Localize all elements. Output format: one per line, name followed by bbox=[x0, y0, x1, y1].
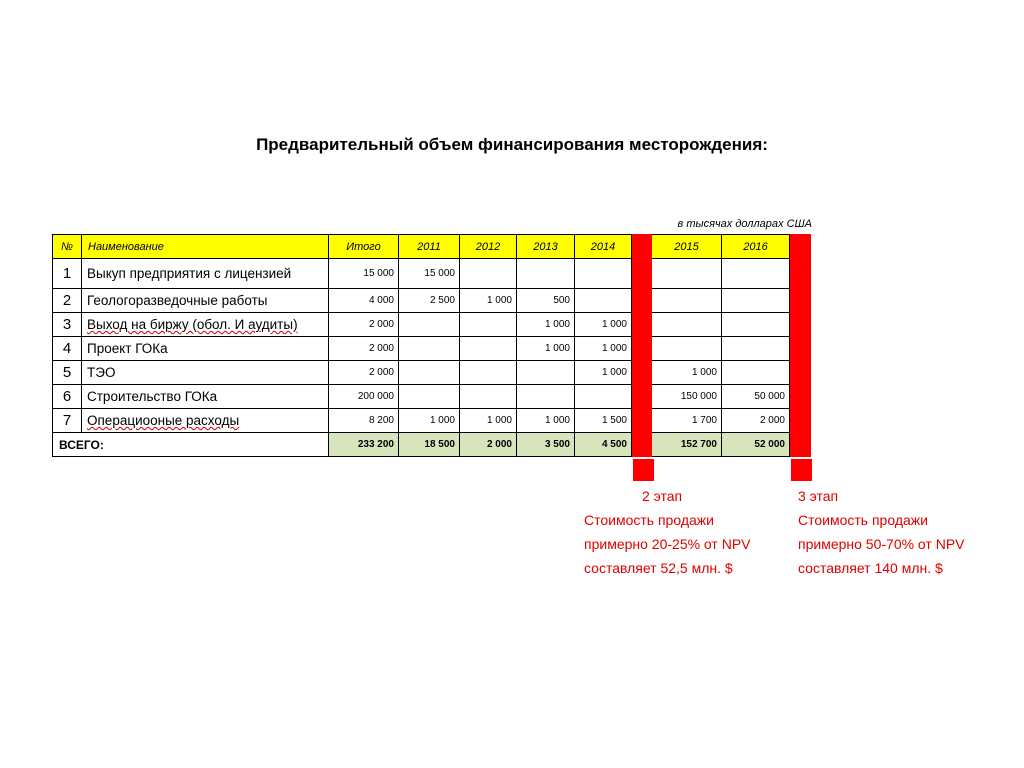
total-2014: 4 500 bbox=[575, 433, 632, 457]
cell-2015: 1 000 bbox=[652, 361, 722, 385]
cell-2016: 2 000 bbox=[722, 409, 790, 433]
stage-2-note bbox=[584, 484, 751, 580]
table-row bbox=[53, 337, 811, 361]
table-row bbox=[53, 361, 811, 385]
cell-2012 bbox=[460, 313, 517, 337]
table-row bbox=[53, 385, 811, 409]
cell-2011 bbox=[399, 385, 460, 409]
row-num: 1 bbox=[53, 259, 82, 289]
header-2015: 2015 bbox=[652, 235, 722, 259]
totals-label: ВСЕГО: bbox=[53, 433, 329, 457]
stage-2-divider bbox=[632, 385, 652, 409]
cell-total: 2 000 bbox=[329, 361, 399, 385]
stage-3-divider bbox=[790, 361, 811, 385]
stage-3-line-1: Стоимость продажи bbox=[798, 512, 928, 528]
row-name: Геологоразведочные работы bbox=[82, 289, 329, 313]
cell-2011 bbox=[399, 361, 460, 385]
cell-total: 4 000 bbox=[329, 289, 399, 313]
stage-2-marker bbox=[633, 459, 654, 481]
stage-3-marker bbox=[791, 459, 812, 481]
table-row bbox=[53, 313, 811, 337]
cell-2014: 1 000 bbox=[575, 361, 632, 385]
cell-2014 bbox=[575, 385, 632, 409]
row-num: 7 bbox=[53, 409, 82, 433]
stage-3-divider bbox=[790, 409, 811, 433]
row-name-text: Операциооные расходы bbox=[87, 413, 240, 428]
stage-3-line-2: примерно 50-70% от NPV bbox=[798, 536, 965, 552]
cell-2014 bbox=[575, 289, 632, 313]
row-name bbox=[82, 409, 329, 433]
row-name: ТЭО bbox=[82, 361, 329, 385]
cell-2015 bbox=[652, 289, 722, 313]
page-title: Предварительный объем финансирования месторождения: bbox=[256, 135, 768, 154]
cell-2015: 1 700 bbox=[652, 409, 722, 433]
cell-2012 bbox=[460, 259, 517, 289]
header-2014: 2014 bbox=[575, 235, 632, 259]
stage-2-divider bbox=[632, 337, 652, 361]
total-2016: 52 000 bbox=[722, 433, 790, 457]
totals-row bbox=[53, 433, 811, 457]
cell-2013 bbox=[517, 259, 575, 289]
stage-3-divider bbox=[790, 259, 811, 289]
units-note: в тысячах долларах США bbox=[677, 218, 812, 230]
cell-2011: 1 000 bbox=[399, 409, 460, 433]
row-num: 5 bbox=[53, 361, 82, 385]
cell-total: 2 000 bbox=[329, 313, 399, 337]
cell-2014: 1 000 bbox=[575, 337, 632, 361]
stage-3-divider bbox=[790, 385, 811, 409]
cell-2013 bbox=[517, 361, 575, 385]
table-header-row bbox=[53, 235, 811, 259]
cell-2013: 1 000 bbox=[517, 337, 575, 361]
row-name: Строительство ГОКа bbox=[82, 385, 329, 409]
cell-2011 bbox=[399, 337, 460, 361]
cell-2013 bbox=[517, 385, 575, 409]
stage-2-divider bbox=[632, 235, 652, 259]
total-2012: 2 000 bbox=[460, 433, 517, 457]
cell-2015 bbox=[652, 337, 722, 361]
table-row bbox=[53, 289, 811, 313]
stage-2-divider bbox=[632, 361, 652, 385]
financing-table bbox=[52, 234, 811, 457]
header-2013: 2013 bbox=[517, 235, 575, 259]
cell-2012: 1 000 bbox=[460, 409, 517, 433]
stage-2-title: 2 этап bbox=[642, 488, 683, 504]
cell-2016 bbox=[722, 313, 790, 337]
total-2011: 18 500 bbox=[399, 433, 460, 457]
header-2016: 2016 bbox=[722, 235, 790, 259]
header-name: Наименование bbox=[82, 235, 329, 259]
cell-total: 8 200 bbox=[329, 409, 399, 433]
cell-total: 200 000 bbox=[329, 385, 399, 409]
cell-2014 bbox=[575, 259, 632, 289]
cell-2011: 15 000 bbox=[399, 259, 460, 289]
total-2015: 152 700 bbox=[652, 433, 722, 457]
cell-2016 bbox=[722, 289, 790, 313]
cell-2016 bbox=[722, 259, 790, 289]
cell-2016 bbox=[722, 337, 790, 361]
cell-2016 bbox=[722, 361, 790, 385]
row-num: 3 bbox=[53, 313, 82, 337]
table-row bbox=[53, 259, 811, 289]
cell-total: 15 000 bbox=[329, 259, 399, 289]
cell-2014: 1 500 bbox=[575, 409, 632, 433]
cell-2013: 1 000 bbox=[517, 409, 575, 433]
header-num: № bbox=[53, 235, 82, 259]
cell-2011 bbox=[399, 313, 460, 337]
cell-2014: 1 000 bbox=[575, 313, 632, 337]
header-total: Итого bbox=[329, 235, 399, 259]
cell-2013: 500 bbox=[517, 289, 575, 313]
row-num: 2 bbox=[53, 289, 82, 313]
stage-3-title: 3 этап bbox=[798, 488, 839, 504]
stage-3-note bbox=[798, 484, 965, 580]
cell-2015 bbox=[652, 259, 722, 289]
cell-2012: 1 000 bbox=[460, 289, 517, 313]
row-num: 6 bbox=[53, 385, 82, 409]
stage-3-divider bbox=[790, 313, 811, 337]
stage-2-line-3: составляет 52,5 млн. $ bbox=[584, 560, 733, 576]
header-2011: 2011 bbox=[399, 235, 460, 259]
cell-2012 bbox=[460, 361, 517, 385]
stage-2-line-1: Стоимость продажи bbox=[584, 512, 714, 528]
stage-3-divider bbox=[790, 289, 811, 313]
stage-2-divider bbox=[632, 409, 652, 433]
cell-2013: 1 000 bbox=[517, 313, 575, 337]
stage-3-divider bbox=[790, 337, 811, 361]
stage-2-divider bbox=[632, 433, 652, 457]
stage-2-divider bbox=[632, 313, 652, 337]
total-2013: 3 500 bbox=[517, 433, 575, 457]
table-row bbox=[53, 409, 811, 433]
cell-2011: 2 500 bbox=[399, 289, 460, 313]
stage-3-line-3: составляет 140 млн. $ bbox=[798, 560, 943, 576]
stage-2-line-2: примерно 20-25% от NPV bbox=[584, 536, 751, 552]
row-name: Выкуп предприятия с лицензией bbox=[82, 259, 329, 289]
cell-2012 bbox=[460, 337, 517, 361]
row-name bbox=[82, 313, 329, 337]
total-sum: 233 200 bbox=[329, 433, 399, 457]
header-2012: 2012 bbox=[460, 235, 517, 259]
cell-2015 bbox=[652, 313, 722, 337]
stage-3-divider bbox=[790, 433, 811, 457]
cell-2012 bbox=[460, 385, 517, 409]
stage-2-divider bbox=[632, 259, 652, 289]
cell-2015: 150 000 bbox=[652, 385, 722, 409]
row-name: Проект ГОКа bbox=[82, 337, 329, 361]
stage-3-divider bbox=[790, 235, 811, 259]
cell-2016: 50 000 bbox=[722, 385, 790, 409]
cell-total: 2 000 bbox=[329, 337, 399, 361]
stage-2-divider bbox=[632, 289, 652, 313]
row-num: 4 bbox=[53, 337, 82, 361]
row-name-text: Выход на биржу (обол. И аудиты) bbox=[87, 317, 298, 332]
